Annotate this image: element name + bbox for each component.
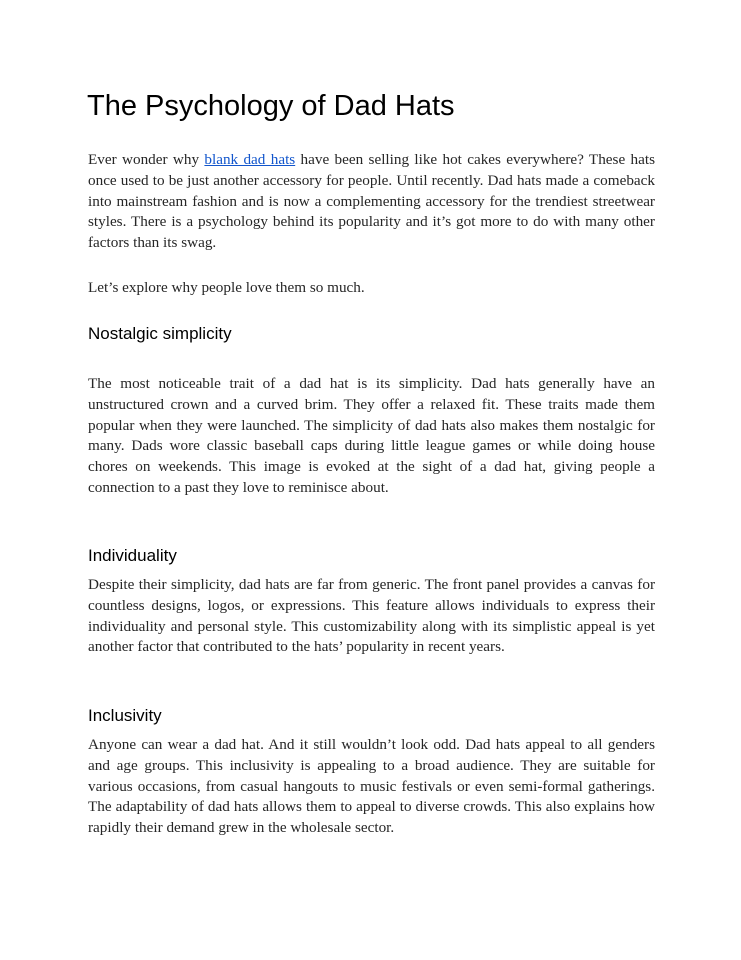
intro-paragraph [88,150,655,254]
intro-text-before-link: Ever wonder why [88,151,205,168]
blank-dad-hats-link[interactable]: blank dad hats [204,151,296,168]
section-body-nostalgic-simplicity: The most noticeable trait of a dad hat is its simplicity. Dad hats generally have an unstructured crown and a curved brim. They offer a relaxed fit. These traits made them popular when they were launched. The simplicity of dad hats also makes them nostalgic for many. Dads wore classic baseball caps during little league games or while doing house chores on weekends. This image is evoked at the sight of a dad hat, giving people a connection to a past they love to reminisce about. [88,375,655,496]
section-heading-inclusivity: Inclusivity [88,706,162,725]
explore-paragraph: Let’s explore why people love them so much. [88,279,365,296]
section-body-individuality: Despite their simplicity, dad hats are far from generic. The front panel provides a canvas for countless designs, logos, or expressions. This feature allows individuals to express their individuality and personal style. This customizability along with its simplistic appeal is yet another factor that contributed to the hats’ popularity in recent years. [88,576,655,656]
page-title: The Psychology of Dad Hats [87,90,455,122]
section-heading-nostalgic-simplicity: Nostalgic simplicity [88,324,232,343]
section-body-inclusivity: Anyone can wear a dad hat. And it still wouldn’t look odd. Dad hats appeal to all genders and age groups. This inclusivity is appealing to a broad audience. They are suitable for various occasions, from casual hangouts to music festivals or even semi-formal gatherings. The adaptability of dad hats allows them to appeal to diverse crowds. This also explains how rapidly their demand grew in the wholesale sector. [88,736,655,837]
intro-text-after-link: have been selling like hot cakes everywhere? These hats once used to be just another accessory for people. Until recently. Dad hats made a comeback into mainstream fashion and is now a complementing accessory for the trendiest streetwear styles. There is a psychology behind its popularity and it’s got more to do with many other factors than its swag. [88,151,655,252]
section-heading-individuality: Individuality [88,546,177,565]
